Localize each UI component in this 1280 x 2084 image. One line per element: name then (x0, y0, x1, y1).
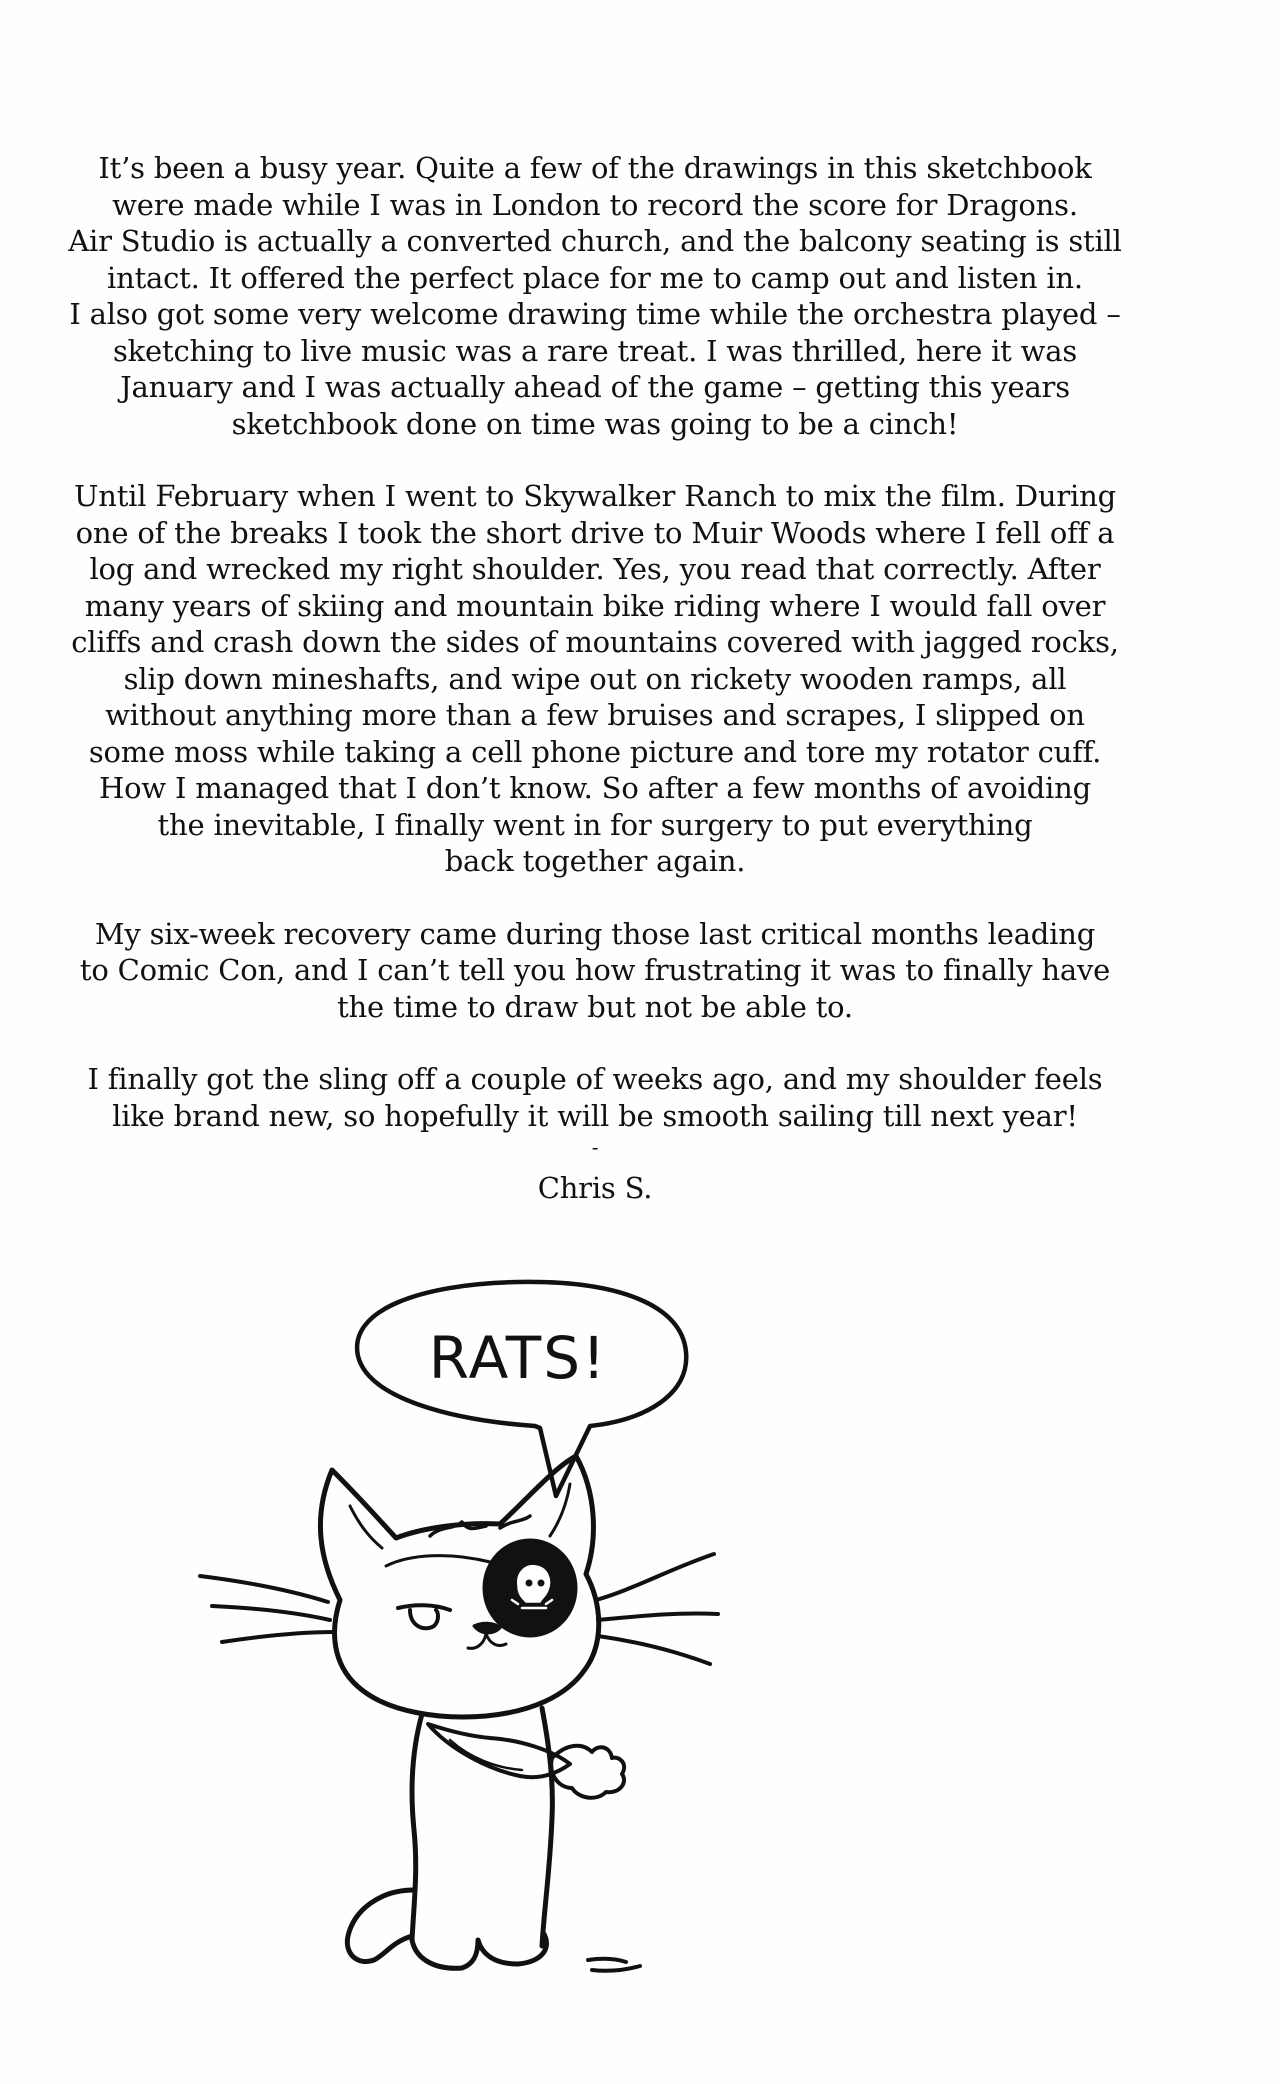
whiskers-left (200, 1576, 334, 1642)
text-line: I finally got the sling off a couple of weeks ago, and my shoulder feels (87, 1062, 1103, 1096)
mouth (468, 1634, 506, 1648)
speech-bubble-text: RATS! (428, 1324, 608, 1392)
text-line: the time to draw but not be able to. (337, 989, 853, 1024)
cat-drawing (200, 1270, 940, 2070)
text-line: My six-week recovery came during those last critical months leading (94, 916, 1096, 951)
cat-legs (412, 1934, 546, 1968)
text-line: How I managed that I don’t know. So after a few months of avoiding (99, 771, 1091, 805)
paragraph-closing (0, 1061, 1190, 1134)
feet-ground (588, 1959, 640, 1971)
text-line: one of the breaks I took the short drive to Muir Woods where I fell off a (75, 515, 1115, 550)
text-line: sketching to live music was a rare treat. I was thrilled, here it was (112, 333, 1078, 368)
text-line: the inevitable, I finally went in for surgery to put everything (157, 807, 1033, 842)
cat-illustration (200, 1270, 940, 2070)
text-line: I also got some very welcome drawing time while the orchestra played – (69, 297, 1121, 331)
text-line: like brand new, so hopefully it will be smooth sailing till next year! (112, 1098, 1078, 1133)
ear-inner-left (350, 1506, 382, 1548)
text-line: were made while I was in London to record the score for Dragons. (112, 187, 1078, 222)
eye-left-pupil (410, 1610, 438, 1628)
signature: Chris S. (537, 1171, 653, 1205)
text-line: cliffs and crash down the sides of mountains covered with jagged rocks, (71, 625, 1119, 659)
eye-left (398, 1605, 450, 1610)
paragraph-injury (0, 478, 1190, 880)
text-line: log and wrecked my right shoulder. Yes, you read that correctly. After (89, 552, 1101, 586)
text-line: sketchbook done on time was going to be a cinch! (231, 406, 959, 441)
text-line: many years of skiing and mountain bike riding where I would fall over (84, 588, 1106, 623)
whiskers-right (596, 1554, 718, 1664)
text-line: to Comic Con, and I can’t tell you how frustrating it was to finally have (79, 953, 1111, 987)
cat-tail (347, 1890, 414, 1962)
text-line: some moss while taking a cell phone picture and tore my rotator cuff. (88, 734, 1102, 769)
signature-dash: - (591, 1135, 599, 1159)
eyepatch-strap (386, 1556, 490, 1566)
text-line: without anything more than a few bruises and scrapes, I slipped on (105, 698, 1085, 732)
text-line: intact. It offered the perfect place for me to camp out and listen in. (107, 260, 1083, 295)
text-line: slip down mineshafts, and wipe out on rickety wooden ramps, all (123, 661, 1067, 696)
nose (474, 1623, 500, 1633)
text-line: January and I was actually ahead of the game – getting this years (120, 370, 1070, 404)
text-line: Air Studio is actually a converted church, and the balcony seating is still (68, 224, 1122, 258)
cat-paw (551, 1746, 624, 1798)
text-line: Until February when I went to Skywalker Ranch to mix the film. During (74, 479, 1116, 513)
text-line: It’s been a busy year. Quite a few of the drawings in this sketchbook (98, 151, 1092, 185)
paragraph-recovery (0, 916, 1190, 1026)
text-line: back together again. (444, 844, 746, 878)
paragraph-intro (0, 150, 1190, 442)
letter-text (0, 150, 1190, 1207)
